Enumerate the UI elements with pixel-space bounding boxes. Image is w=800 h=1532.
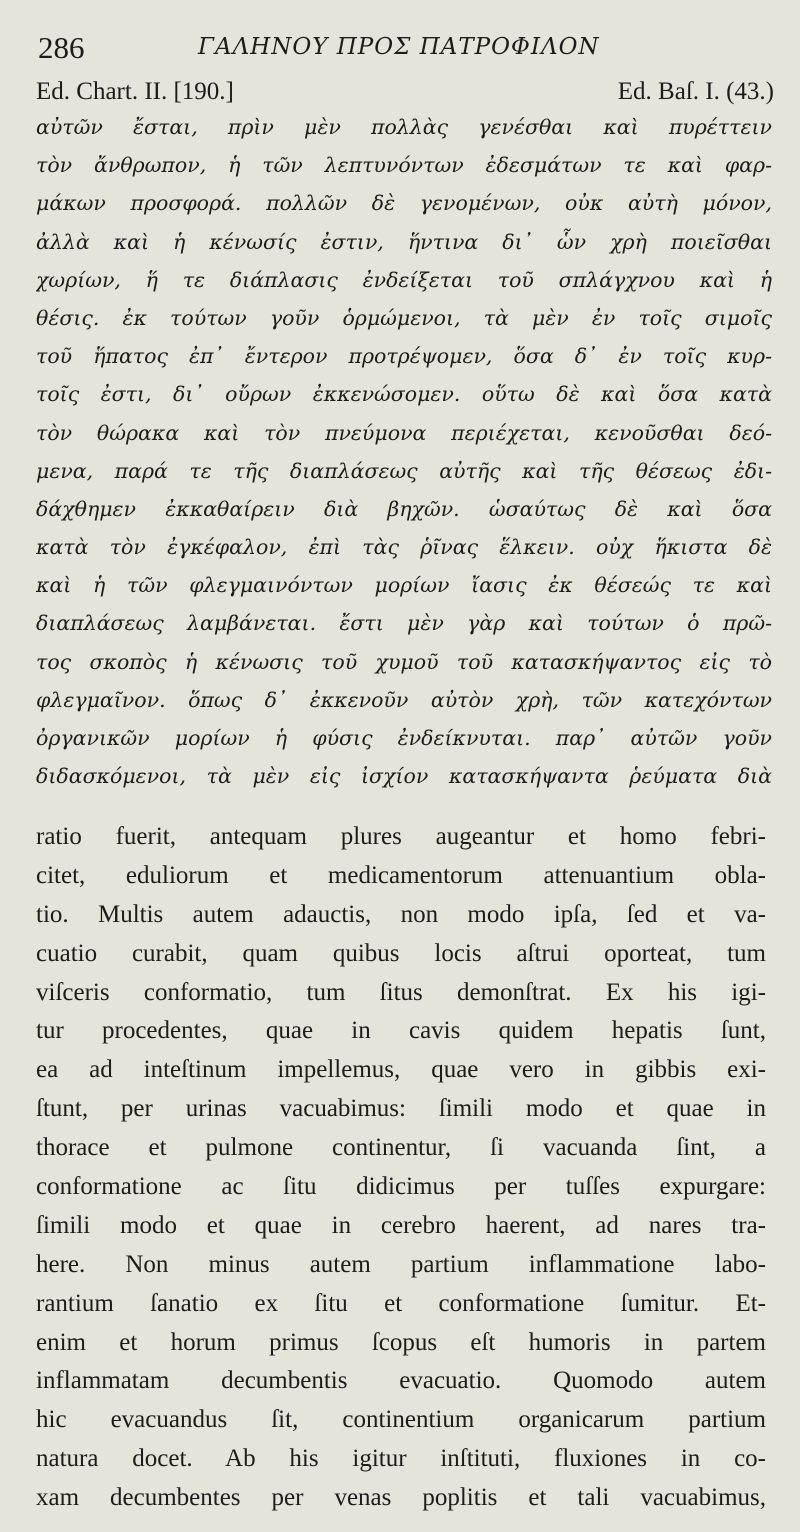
latin-text-block: [36, 818, 766, 1518]
latin-text-line: ea ad inteſtinum impellemus, quae vero in gibbis exi-: [36, 1056, 766, 1084]
greek-text-line: θέσις. ἐκ τούτων γοῦν ὁρμώμενοι, τὰ μὲν ἐν τοῖς σιμοῖς: [36, 305, 772, 330]
latin-text-line: ratio fuerit, antequam plures augeantur et homo febri-: [36, 823, 766, 850]
greek-text-line: τοῖς ἐστι, δι᾽ οὔρων ἐκκενώσομεν. οὕτω δὲ καὶ ὅσα κατὰ: [36, 382, 772, 407]
latin-text-line: ſimili modo et quae in cerebro haerent, ad nares tra-: [36, 1211, 766, 1239]
greek-text-line: μενα, παρά τε τῆς διαπλάσεως αὐτῆς καὶ τῆς θέσεως ἐδι-: [36, 458, 772, 483]
latin-text-line: thorace et pulmone continentur, ſi vacuanda ſint, a: [36, 1134, 766, 1162]
latin-text-line: tio. Multis autem adauctis, non modo ipſa, ſed et va-: [36, 900, 766, 928]
latin-text-line: cuatio curabit, quam quibus locis aſtrui oporteat, tum: [36, 939, 766, 967]
latin-text-line: tur procedentes, quae in cavis quidem hepatis ſunt,: [36, 1017, 766, 1045]
edition-reference-line: [36, 78, 774, 110]
greek-text-line: ὀργανικῶν μορίων ἡ φύσις ἐνδείκνυται. παρ᾽ αὐτῶν γοῦν: [36, 726, 772, 750]
greek-text-line: δάχθημεν ἐκκαθαίρειν διὰ βηχῶν. ὡσαύτως δὲ καὶ ὅσα: [36, 496, 772, 521]
greek-text-line: μάκων προσφορά. πολλῶν δὲ γενομένων, οὐκ αὐτὴ μόνον,: [36, 191, 772, 216]
greek-text-line: τὸν ἄνθρωπον, ἡ τῶν λεπτυνόντων ἐδεσμάτων τε καὶ φαρ-: [36, 153, 772, 178]
greek-text-line: διδασκόμενοι, τὰ μὲν εἰς ἰσχίον κατασκήψαντα ῥεύματα διὰ: [36, 764, 772, 789]
running-title: ΓΑΛΗΝΟΥ ΠΡΟΣ ΠΑΤΡΟΦΙΛΟΝ: [198, 34, 600, 60]
latin-text-line: inflammatam decumbentis evacuatio. Quomodo autem: [36, 1367, 766, 1395]
latin-text-line: hic evacuandus ſit, continentium organicarum partium: [36, 1406, 766, 1434]
greek-text-block: [36, 108, 772, 795]
greek-text-line: φλεγμαῖνον. ὅπως δ᾽ ἐκκενοῦν αὐτὸν χρὴ, τῶν κατεχόντων: [36, 687, 772, 712]
page-header: [38, 30, 770, 72]
latin-text-line: ſtunt, per urinas vacuabimus: ſimili modo et quae in: [36, 1095, 766, 1123]
greek-text-line: χωρίων, ἥ τε διάπλασις ἐνδείξεται τοῦ σπλάγχνου καὶ ἡ: [36, 267, 772, 292]
latin-text-line: xam decumbentes per venas poplitis et tali vacuabimus,: [36, 1484, 766, 1512]
edition-chart-reference: Ed. Chart. II. [190.]: [36, 78, 234, 105]
greek-text-line: αὐτῶν ἔσται, πρὶν μὲν πολλὰς γενέσθαι καὶ πυρέττειν: [36, 115, 772, 139]
greek-text-line: τος σκοπὸς ἡ κένωσις τοῦ χυμοῦ τοῦ κατασκήψαντος εἰς τὸ: [36, 649, 772, 674]
greek-text-line: καὶ ἡ τῶν φλεγμαινόντων μορίων ἴασις ἐκ θέσεώς τε καὶ: [36, 573, 772, 598]
latin-text-line: viſceris conformatio, tum ſitus demonſtrat. Ex his igi-: [36, 978, 766, 1006]
latin-text-line: natura docet. Ab his igitur inſtituti, fluxiones in co-: [36, 1445, 766, 1473]
edition-basel-reference: Ed. Baſ. I. (43.): [617, 78, 774, 105]
latin-text-line: enim et horum primus ſcopus eſt humoris in partem: [36, 1328, 766, 1356]
latin-text-line: here. Non minus autem partium inflammatione labo-: [36, 1250, 766, 1278]
greek-text-line: διαπλάσεως λαμβάνεται. ἔστι μὲν γὰρ καὶ τούτων ὁ πρῶ-: [36, 611, 772, 636]
latin-text-line: conformatione ac ſitu didicimus per tuſſes expurgare:: [36, 1173, 766, 1201]
latin-text-line: citet, eduliorum et medicamentorum attenuantium obla-: [36, 861, 766, 889]
greek-text-line: ἀλλὰ καὶ ἡ κένωσίς ἐστιν, ἥντινα δι᾽ ὧν χρὴ ποιεῖσθαι: [36, 229, 772, 254]
greek-text-line: τὸν θώρακα καὶ τὸν πνεύμονα περιέχεται, κενοῦσθαι δεό-: [36, 420, 772, 445]
latin-text-line: rantium ſanatio ex ſitu et conformatione ſumitur. Et-: [36, 1289, 766, 1317]
greek-text-line: κατὰ τὸν ἐγκέφαλον, ἐπὶ τὰς ῥῖνας ἕλκειν. οὐχ ἥκιστα δὲ: [36, 535, 772, 560]
page-number: 286: [38, 30, 85, 65]
greek-text-line: τοῦ ἥπατος ἐπ᾽ ἔντερον προτρέψομεν, ὅσα δ᾽ ἐν τοῖς κυρ-: [36, 344, 772, 369]
